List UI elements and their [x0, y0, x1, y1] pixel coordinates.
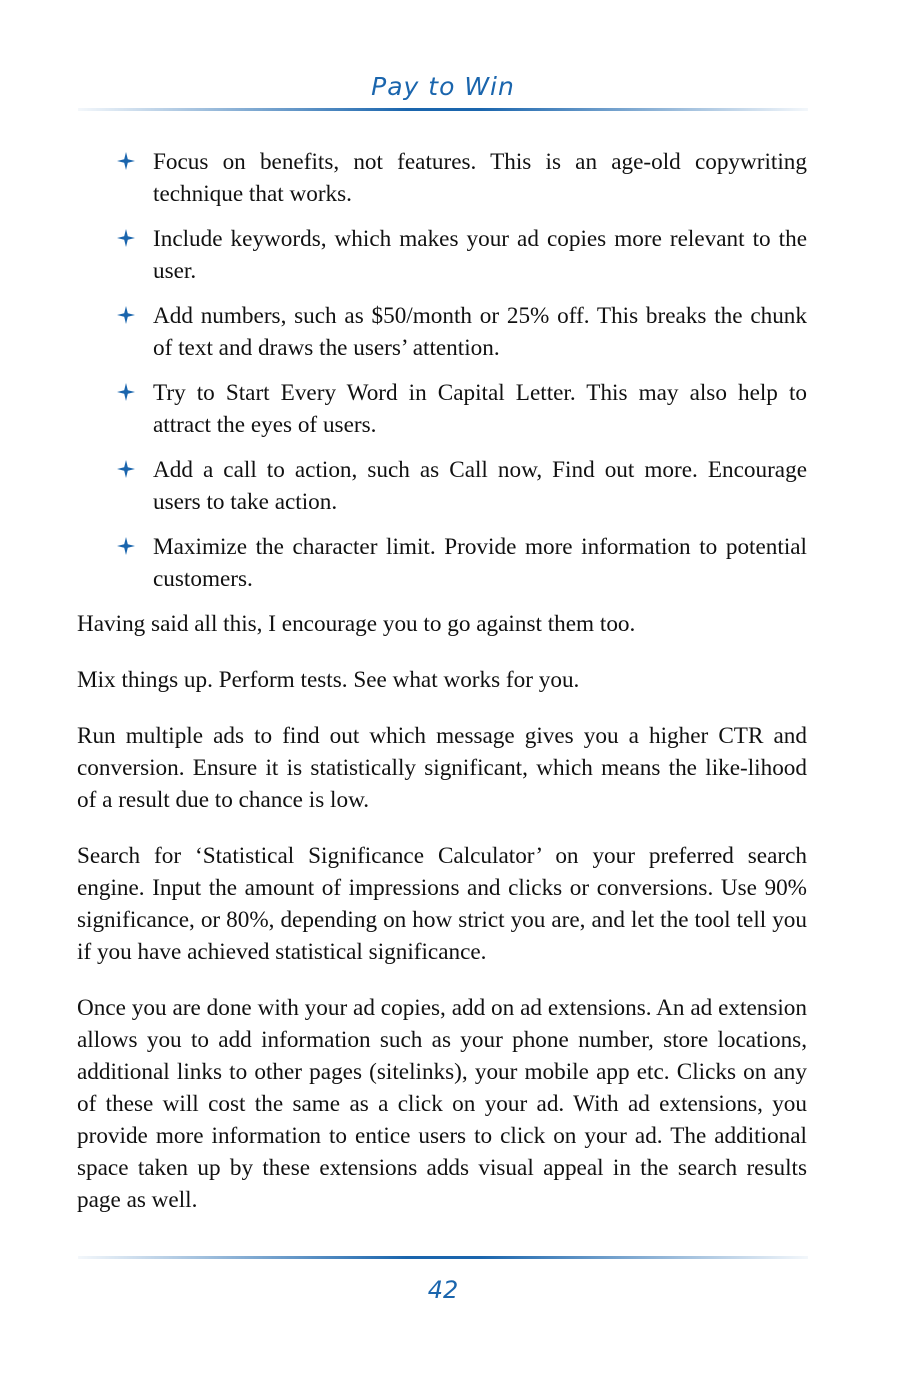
paragraph: Having said all this, I encourage you to go against them too.: [77, 611, 636, 637]
four-point-star-icon: [117, 460, 135, 478]
list-item-text: Add a call to action, such as Call now, Find out more. Encourage users to take action.: [153, 457, 807, 515]
list-item: [77, 300, 807, 364]
four-point-star-icon: [117, 383, 135, 401]
paragraph: Search for ‘Statistical Significance Calculator’ on your preferred search engine. Input the amount of impressions and clicks or conversions. Use 90% significance, or 80%, depending on how strict you are, and let the tool tell you if you have achieved statistical significance.: [77, 843, 807, 965]
page-number: 42: [427, 1276, 459, 1304]
page-body: [77, 146, 807, 1240]
running-title: Pay to Win: [371, 72, 515, 101]
list-item: [77, 454, 807, 518]
list-item-text: Focus on benefits, not features. This is an age-old copywriting technique that works.: [153, 149, 807, 207]
paragraph: Run multiple ads to find out which message gives you a higher CTR and conversion. Ensure it is statistically significant, which means the like-lihood of a result due to chance is low.: [77, 723, 807, 813]
four-point-star-icon: [117, 152, 135, 170]
list-item: [77, 223, 807, 287]
four-point-star-icon: [117, 229, 135, 247]
list-item-text: Add numbers, such as $50/month or 25% off. This breaks the chunk of text and draws the users’ attention.: [153, 303, 807, 361]
list-item-text: Maximize the character limit. Provide more information to potential customers.: [153, 534, 807, 592]
paragraph: Mix things up. Perform tests. See what works for you.: [77, 667, 580, 693]
header-divider: [78, 108, 808, 111]
list-item: [77, 531, 807, 595]
footer-divider: [78, 1256, 808, 1259]
list-item: [77, 146, 807, 210]
four-point-star-icon: [117, 537, 135, 555]
list-item-text: Try to Start Every Word in Capital Letter. This may also help to attract the eyes of users.: [153, 380, 807, 438]
paragraph: Once you are done with your ad copies, add on ad extensions. An ad extension allows you to add information such as your phone number, store locations, additional links to other pages (sitelinks), your mobile app etc. Clicks on any of these will cost the same as a click on your ad. With ad extensions, you provide more information to entice users to click on your ad. The additional space taken up by these extensions adds visual appeal in the search results page as well.: [77, 995, 807, 1213]
list-item: [77, 377, 807, 441]
tips-list: [77, 146, 807, 595]
list-item-text: Include keywords, which makes your ad copies more relevant to the user.: [153, 226, 807, 284]
four-point-star-icon: [117, 306, 135, 324]
